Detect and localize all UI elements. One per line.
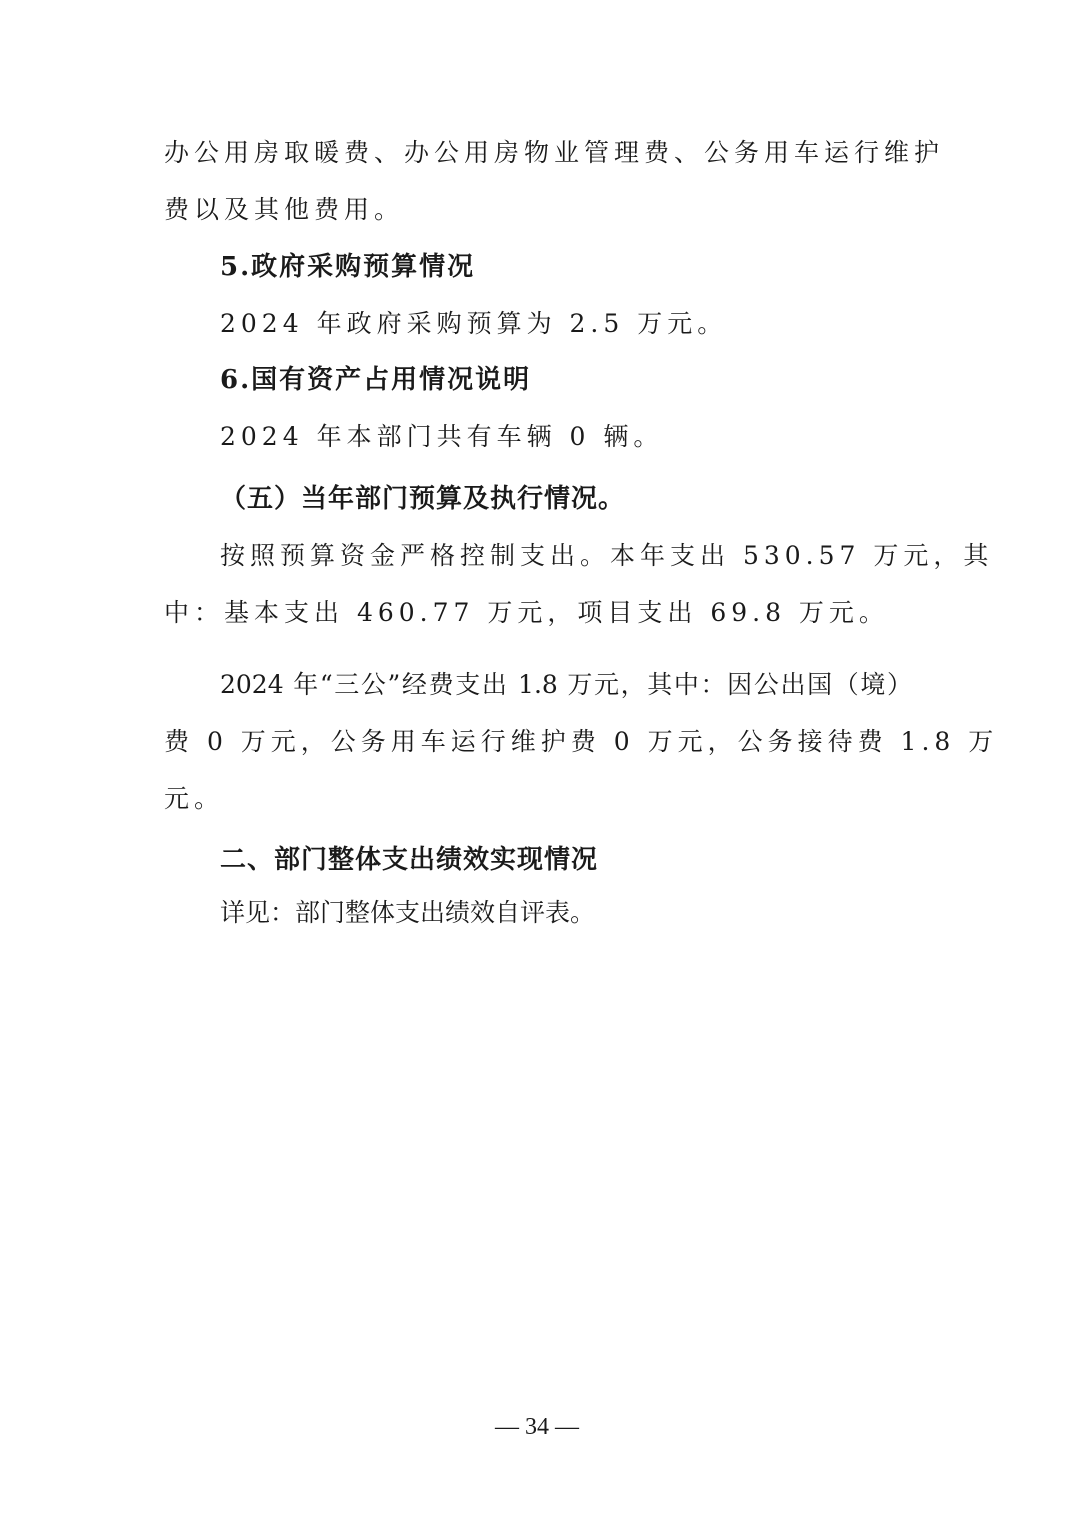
paragraph-line: 中：基本支出 460.77 万元，项目支出 69.8 万元。 (164, 598, 889, 627)
paragraph-line: 2024 年本部门共有车辆 0 辆。 (220, 422, 664, 451)
section-heading: （五）当年部门预算及执行情况。 (220, 484, 626, 514)
section-heading: 二、部门整体支出绩效实现情况 (220, 845, 599, 875)
section-heading: 5.政府采购预算情况 (220, 252, 476, 282)
paragraph-line: 费 0 万元，公务用车运行维护费 0 万元，公务接待费 1.8 万 (164, 727, 999, 756)
paragraph-line: 详见：部门整体支出绩效自评表。 (220, 898, 596, 927)
section-heading: 6.国有资产占用情况说明 (220, 365, 532, 395)
paragraph-line: 元。 (164, 784, 225, 813)
paragraph-line: 办公用房取暖费、办公用房物业管理费、公务用车运行维护 (164, 138, 945, 167)
paragraph-line: 2024 年“三公”经费支出 1.8 万元，其中：因公出国（境） (220, 670, 912, 699)
paragraph-line: 按照预算资金严格控制支出。本年支出 530.57 万元，其 (220, 541, 994, 570)
page-number: — 34 — (495, 1414, 579, 1440)
paragraph-line: 2024 年政府采购预算为 2.5 万元。 (220, 309, 728, 338)
paragraph-line: 费以及其他费用。 (164, 195, 405, 224)
